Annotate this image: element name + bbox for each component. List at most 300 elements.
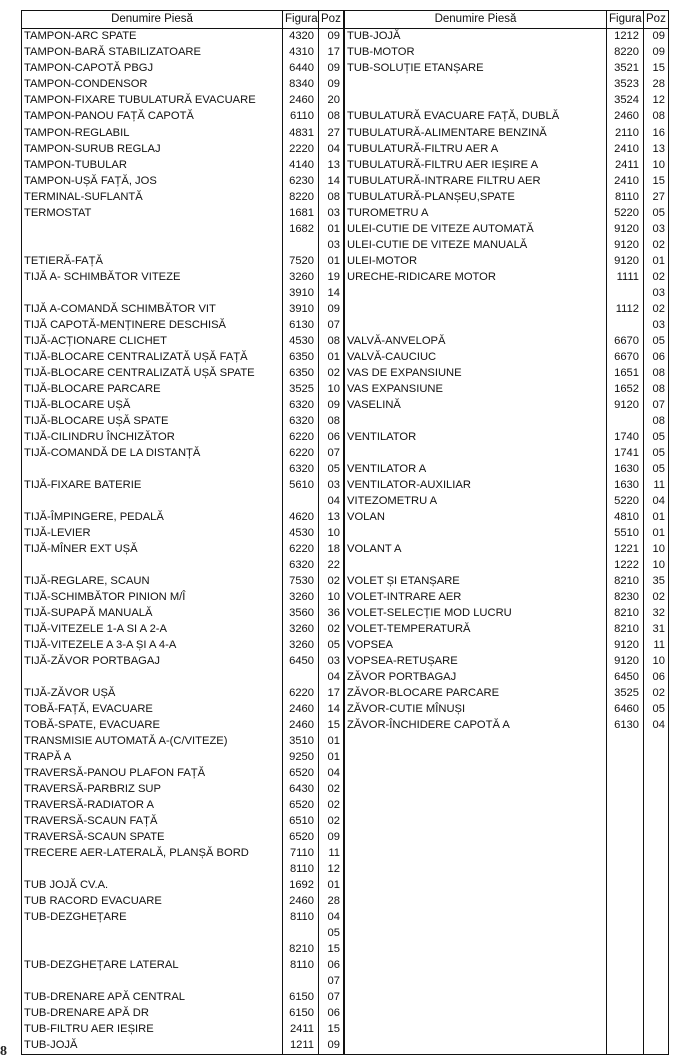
position-number: 10 xyxy=(644,542,669,558)
position-number: 20 xyxy=(319,93,344,109)
table-row xyxy=(345,333,669,349)
part-name: ZĂVOR-CUTIE MÎNUȘI xyxy=(345,702,607,718)
figure-number: 2411 xyxy=(283,1022,319,1038)
empty-cell xyxy=(644,846,669,862)
parts-table-left xyxy=(21,10,344,1055)
empty-cell xyxy=(345,1022,607,1038)
empty-cell xyxy=(345,846,607,862)
figure-number: 8220 xyxy=(607,45,644,61)
empty-cell xyxy=(644,734,669,750)
part-name xyxy=(22,493,283,509)
table-row xyxy=(22,990,344,1006)
figure-number: 8110 xyxy=(283,910,319,926)
part-name: VASELINĂ xyxy=(345,397,607,413)
position-number: 12 xyxy=(644,93,669,109)
figure-number: 1211 xyxy=(283,1038,319,1055)
position-number: 16 xyxy=(644,125,669,141)
empty-row xyxy=(345,894,669,910)
figure-number: 6130 xyxy=(283,317,319,333)
empty-row xyxy=(345,974,669,990)
empty-cell xyxy=(345,798,607,814)
empty-cell xyxy=(345,894,607,910)
figure-number: 6320 xyxy=(283,397,319,413)
part-name: VALVĂ-CAUCIUC xyxy=(345,349,607,365)
position-number: 01 xyxy=(319,221,344,237)
part-name xyxy=(22,221,283,237)
table-row xyxy=(345,493,669,509)
figure-number: 2460 xyxy=(283,702,319,718)
part-name: TIJĂ-SUPAPĂ MANUALĂ xyxy=(22,606,283,622)
empty-row xyxy=(345,942,669,958)
table-row xyxy=(22,413,344,429)
position-number: 01 xyxy=(319,878,344,894)
position-number: 17 xyxy=(319,45,344,61)
part-name xyxy=(22,285,283,301)
table-row xyxy=(345,237,669,253)
table-row xyxy=(22,606,344,622)
table-row xyxy=(345,381,669,397)
position-number: 03 xyxy=(644,317,669,333)
part-name: TIJĂ A- SCHIMBĂTOR VITEZE xyxy=(22,269,283,285)
empty-cell xyxy=(345,782,607,798)
empty-row xyxy=(345,958,669,974)
position-number: 09 xyxy=(644,29,669,46)
position-number: 05 xyxy=(644,333,669,349)
position-number: 27 xyxy=(319,125,344,141)
part-name: VOLAN xyxy=(345,509,607,525)
position-number: 10 xyxy=(319,590,344,606)
empty-row xyxy=(345,750,669,766)
table-row xyxy=(22,333,344,349)
empty-cell xyxy=(644,1006,669,1022)
table-row xyxy=(22,782,344,798)
table-row xyxy=(345,622,669,638)
header-name: Denumire Piesă xyxy=(22,11,283,29)
position-number: 22 xyxy=(319,558,344,574)
part-name: VOPSEA xyxy=(345,638,607,654)
table-row xyxy=(345,670,669,686)
empty-cell xyxy=(644,814,669,830)
part-name xyxy=(22,862,283,878)
part-name xyxy=(22,670,283,686)
position-number: 05 xyxy=(644,205,669,221)
figure-number: 2460 xyxy=(607,109,644,125)
header-figura: Figura xyxy=(607,11,644,29)
part-name: TIJĂ-FIXARE BATERIE xyxy=(22,477,283,493)
part-name: TUB-JOJĂ xyxy=(345,29,607,46)
table-row xyxy=(22,253,344,269)
table-row xyxy=(345,205,669,221)
figure-number: 6520 xyxy=(283,798,319,814)
table-row xyxy=(345,349,669,365)
position-number: 06 xyxy=(319,1006,344,1022)
position-number: 02 xyxy=(644,590,669,606)
figure-number: 2410 xyxy=(607,141,644,157)
position-number: 01 xyxy=(319,349,344,365)
table-row xyxy=(22,1038,344,1055)
part-name: VENTILATOR-AUXILIAR xyxy=(345,477,607,493)
part-name: VAS DE EXPANSIUNE xyxy=(345,365,607,381)
empty-cell xyxy=(644,910,669,926)
table-row xyxy=(345,397,669,413)
empty-cell xyxy=(345,910,607,926)
figure-number xyxy=(283,493,319,509)
part-name: TAMPON-PANOU FAȚĂ CAPOTĂ xyxy=(22,109,283,125)
figure-number: 4530 xyxy=(283,525,319,541)
part-name: TAMPON-SURUB REGLAJ xyxy=(22,141,283,157)
position-number: 17 xyxy=(319,686,344,702)
table-row xyxy=(345,109,669,125)
table-row xyxy=(22,93,344,109)
figure-number xyxy=(607,285,644,301)
table-row xyxy=(345,365,669,381)
figure-number: 2410 xyxy=(607,173,644,189)
empty-row xyxy=(345,814,669,830)
part-name xyxy=(22,461,283,477)
table-row xyxy=(22,846,344,862)
part-name: TIJĂ CAPOTĂ-MENȚINERE DESCHISĂ xyxy=(22,317,283,333)
figure-number: 3260 xyxy=(283,269,319,285)
part-name: TOBĂ-SPATE, EVACUARE xyxy=(22,718,283,734)
position-number: 02 xyxy=(644,269,669,285)
figure-number: 3260 xyxy=(283,622,319,638)
position-number: 15 xyxy=(644,173,669,189)
figure-number: 1652 xyxy=(607,381,644,397)
empty-cell xyxy=(607,782,644,798)
part-name: ZĂVOR-BLOCARE PARCARE xyxy=(345,686,607,702)
table-row xyxy=(22,734,344,750)
figure-number: 6220 xyxy=(283,429,319,445)
empty-cell xyxy=(607,958,644,974)
empty-cell xyxy=(345,942,607,958)
part-name: ULEI-CUTIE DE VITEZE AUTOMATĂ xyxy=(345,221,607,237)
figure-number: 9120 xyxy=(607,397,644,413)
figure-number xyxy=(283,670,319,686)
part-name xyxy=(345,77,607,93)
position-number: 15 xyxy=(319,718,344,734)
empty-row xyxy=(345,878,669,894)
part-name: TRECERE AER-LATERALĂ, PLANȘĂ BORD xyxy=(22,846,283,862)
empty-cell xyxy=(607,926,644,942)
position-number: 02 xyxy=(319,622,344,638)
table-row xyxy=(22,766,344,782)
figure-number: 8210 xyxy=(283,942,319,958)
header-poz: Poz xyxy=(319,11,344,29)
part-name: TIJĂ-BLOCARE PARCARE xyxy=(22,381,283,397)
position-number: 18 xyxy=(319,542,344,558)
figure-number: 7110 xyxy=(283,846,319,862)
position-number: 08 xyxy=(644,365,669,381)
figure-number: 9120 xyxy=(607,221,644,237)
part-name: ULEI-CUTIE DE VITEZE MANUALĂ xyxy=(345,237,607,253)
position-number: 02 xyxy=(319,814,344,830)
table-row xyxy=(345,45,669,61)
position-number: 32 xyxy=(644,606,669,622)
table-row xyxy=(22,397,344,413)
part-name: TRAVERSĂ-RADIATOR A xyxy=(22,798,283,814)
table-row xyxy=(22,942,344,958)
part-name: TUBULATURĂ-PLANȘEU,SPATE xyxy=(345,189,607,205)
table-row xyxy=(22,1006,344,1022)
position-number: 04 xyxy=(319,493,344,509)
figure-number: 5220 xyxy=(607,493,644,509)
figure-number: 6350 xyxy=(283,349,319,365)
table-row xyxy=(22,445,344,461)
figure-number xyxy=(607,317,644,333)
empty-cell xyxy=(345,974,607,990)
table-row xyxy=(22,237,344,253)
figure-number: 2460 xyxy=(283,894,319,910)
parts-rows-left xyxy=(22,29,344,1055)
table-row xyxy=(22,365,344,381)
figure-number: 7520 xyxy=(283,253,319,269)
empty-cell xyxy=(644,878,669,894)
position-number: 31 xyxy=(644,622,669,638)
table-row xyxy=(22,221,344,237)
empty-cell xyxy=(607,990,644,1006)
position-number: 05 xyxy=(644,445,669,461)
empty-cell xyxy=(644,830,669,846)
empty-row xyxy=(345,926,669,942)
figure-number: 1222 xyxy=(607,558,644,574)
position-number: 10 xyxy=(644,157,669,173)
table-row xyxy=(22,862,344,878)
position-number: 01 xyxy=(644,509,669,525)
part-name: TIJĂ-VITEZELE A 3-A ȘI A 4-A xyxy=(22,638,283,654)
figure-number: 6670 xyxy=(607,333,644,349)
empty-row xyxy=(345,910,669,926)
part-name: TUB-MOTOR xyxy=(345,45,607,61)
part-name: TRANSMISIE AUTOMATĂ A-(C/VITEZE) xyxy=(22,734,283,750)
table-row xyxy=(22,125,344,141)
figure-number: 4620 xyxy=(283,509,319,525)
position-number: 03 xyxy=(319,477,344,493)
part-name: TAMPON-FIXARE TUBULATURĂ EVACUARE xyxy=(22,93,283,109)
empty-cell xyxy=(345,766,607,782)
empty-cell xyxy=(644,1038,669,1055)
part-name: VOLET ȘI ETANȘARE xyxy=(345,574,607,590)
empty-cell xyxy=(607,830,644,846)
figure-number: 6450 xyxy=(283,654,319,670)
position-number: 28 xyxy=(319,894,344,910)
table-row xyxy=(22,590,344,606)
figure-number: 2110 xyxy=(607,125,644,141)
position-number: 02 xyxy=(644,301,669,317)
table-header-row xyxy=(22,11,344,29)
table-row xyxy=(22,750,344,766)
table-row xyxy=(22,285,344,301)
position-number: 14 xyxy=(319,702,344,718)
table-row xyxy=(22,878,344,894)
part-name: URECHE-RIDICARE MOTOR xyxy=(345,269,607,285)
figure-number: 9120 xyxy=(607,654,644,670)
position-number: 28 xyxy=(644,77,669,93)
part-name: TIJĂ A-COMANDĂ SCHIMBĂTOR VIT xyxy=(22,301,283,317)
figure-number: 6150 xyxy=(283,990,319,1006)
empty-cell xyxy=(345,814,607,830)
part-name: ZĂVOR-ÎNCHIDERE CAPOTĂ A xyxy=(345,718,607,734)
part-name: TUB-FILTRU AER IEȘIRE xyxy=(22,1022,283,1038)
part-name: TIJĂ-SCHIMBĂTOR PINION M/Î xyxy=(22,590,283,606)
position-number: 09 xyxy=(319,61,344,77)
empty-cell xyxy=(607,1038,644,1055)
figure-number: 6320 xyxy=(283,558,319,574)
empty-cell xyxy=(644,974,669,990)
position-number: 10 xyxy=(644,654,669,670)
figure-number: 1112 xyxy=(607,301,644,317)
figure-number: 8210 xyxy=(607,606,644,622)
table-row xyxy=(345,29,669,46)
figure-number: 8210 xyxy=(607,622,644,638)
figure-number xyxy=(607,413,644,429)
position-number: 01 xyxy=(644,525,669,541)
part-name: VENTILATOR A xyxy=(345,461,607,477)
position-number: 01 xyxy=(319,750,344,766)
position-number: 04 xyxy=(644,493,669,509)
figure-number: 1682 xyxy=(283,221,319,237)
empty-cell xyxy=(607,894,644,910)
empty-cell xyxy=(345,878,607,894)
table-row xyxy=(345,301,669,317)
part-name: TUB-DRENARE APĂ DR xyxy=(22,1006,283,1022)
empty-cell xyxy=(607,878,644,894)
part-name: TUBULATURĂ-FILTRU AER A xyxy=(345,141,607,157)
empty-cell xyxy=(644,766,669,782)
part-name: TRAVERSĂ-PARBRIZ SUP xyxy=(22,782,283,798)
part-name: VOLET-INTRARE AER xyxy=(345,590,607,606)
figure-number: 3510 xyxy=(283,734,319,750)
table-row xyxy=(345,285,669,301)
figure-number: 6220 xyxy=(283,445,319,461)
part-name: TUB-JOJĂ xyxy=(22,1038,283,1055)
figure-number: 2460 xyxy=(283,93,319,109)
empty-cell xyxy=(345,830,607,846)
figure-number: 5220 xyxy=(607,205,644,221)
table-row xyxy=(22,1022,344,1038)
table-row xyxy=(345,525,669,541)
part-name xyxy=(22,974,283,990)
part-name: TRAVERSĂ-SCAUN SPATE xyxy=(22,830,283,846)
part-name: TERMINAL-SUFLANTĂ xyxy=(22,189,283,205)
part-name xyxy=(22,942,283,958)
figure-number: 6670 xyxy=(607,349,644,365)
table-row xyxy=(345,477,669,493)
empty-cell xyxy=(607,1022,644,1038)
empty-cell xyxy=(345,958,607,974)
figure-number: 5510 xyxy=(607,525,644,541)
table-row xyxy=(22,525,344,541)
figure-number: 8110 xyxy=(283,958,319,974)
table-row xyxy=(345,173,669,189)
figure-number: 1111 xyxy=(607,269,644,285)
table-row xyxy=(22,205,344,221)
position-number: 11 xyxy=(319,846,344,862)
position-number: 11 xyxy=(644,638,669,654)
table-row xyxy=(345,157,669,173)
table-row xyxy=(22,429,344,445)
table-row xyxy=(22,670,344,686)
position-number: 13 xyxy=(319,157,344,173)
part-name: TIJĂ-REGLARE, SCAUN xyxy=(22,574,283,590)
empty-cell xyxy=(644,782,669,798)
part-name: VALVĂ-ANVELOPĂ xyxy=(345,333,607,349)
part-name: VAS EXPANSIUNE xyxy=(345,381,607,397)
table-row xyxy=(345,413,669,429)
figure-number: 1212 xyxy=(607,29,644,46)
table-row xyxy=(22,317,344,333)
empty-cell xyxy=(607,750,644,766)
part-name: TIJĂ-BLOCARE CENTRALIZATĂ UȘĂ FAȚĂ xyxy=(22,349,283,365)
table-row xyxy=(22,77,344,93)
table-row xyxy=(345,141,669,157)
table-row xyxy=(22,301,344,317)
empty-cell xyxy=(345,862,607,878)
position-number: 05 xyxy=(644,429,669,445)
position-number: 06 xyxy=(644,349,669,365)
figure-number: 4831 xyxy=(283,125,319,141)
part-name: ZĂVOR PORTBAGAJ xyxy=(345,670,607,686)
empty-row xyxy=(345,798,669,814)
table-row xyxy=(22,910,344,926)
position-number: 01 xyxy=(319,734,344,750)
figure-number: 8210 xyxy=(607,574,644,590)
table-row xyxy=(345,461,669,477)
position-number: 03 xyxy=(319,205,344,221)
part-name: TIJĂ-ÎMPINGERE, PEDALĂ xyxy=(22,509,283,525)
position-number: 12 xyxy=(319,862,344,878)
table-row xyxy=(22,509,344,525)
empty-cell xyxy=(644,990,669,1006)
empty-row xyxy=(345,1006,669,1022)
figure-number: 6110 xyxy=(283,109,319,125)
table-row xyxy=(345,269,669,285)
table-row xyxy=(345,93,669,109)
part-name xyxy=(22,558,283,574)
empty-cell xyxy=(644,798,669,814)
page-mark: 8 xyxy=(0,1044,7,1059)
table-row xyxy=(345,125,669,141)
position-number: 07 xyxy=(644,397,669,413)
part-name xyxy=(345,93,607,109)
position-number: 02 xyxy=(319,782,344,798)
figure-number: 3910 xyxy=(283,285,319,301)
figure-number: 9120 xyxy=(607,638,644,654)
figure-number: 8340 xyxy=(283,77,319,93)
part-name: VOPSEA-RETUȘARE xyxy=(345,654,607,670)
table-row xyxy=(345,317,669,333)
part-name: TIJĂ-VITEZELE 1-A SI A 2-A xyxy=(22,622,283,638)
part-name: TUBULATURĂ-FILTRU AER IEȘIRE A xyxy=(345,157,607,173)
figure-number: 9120 xyxy=(607,237,644,253)
position-number: 06 xyxy=(644,670,669,686)
position-number: 04 xyxy=(319,910,344,926)
position-number: 13 xyxy=(319,509,344,525)
table-row xyxy=(22,718,344,734)
part-name: TAMPON-ARC SPATE xyxy=(22,29,283,46)
table-row xyxy=(345,558,669,574)
empty-cell xyxy=(345,734,607,750)
position-number: 02 xyxy=(644,237,669,253)
position-number: 02 xyxy=(319,574,344,590)
part-name xyxy=(22,237,283,253)
position-number: 08 xyxy=(644,109,669,125)
figure-number: 1630 xyxy=(607,477,644,493)
position-number: 10 xyxy=(644,558,669,574)
part-name: VOLANT A xyxy=(345,542,607,558)
part-name xyxy=(345,317,607,333)
empty-cell xyxy=(644,926,669,942)
table-header-row xyxy=(345,11,669,29)
